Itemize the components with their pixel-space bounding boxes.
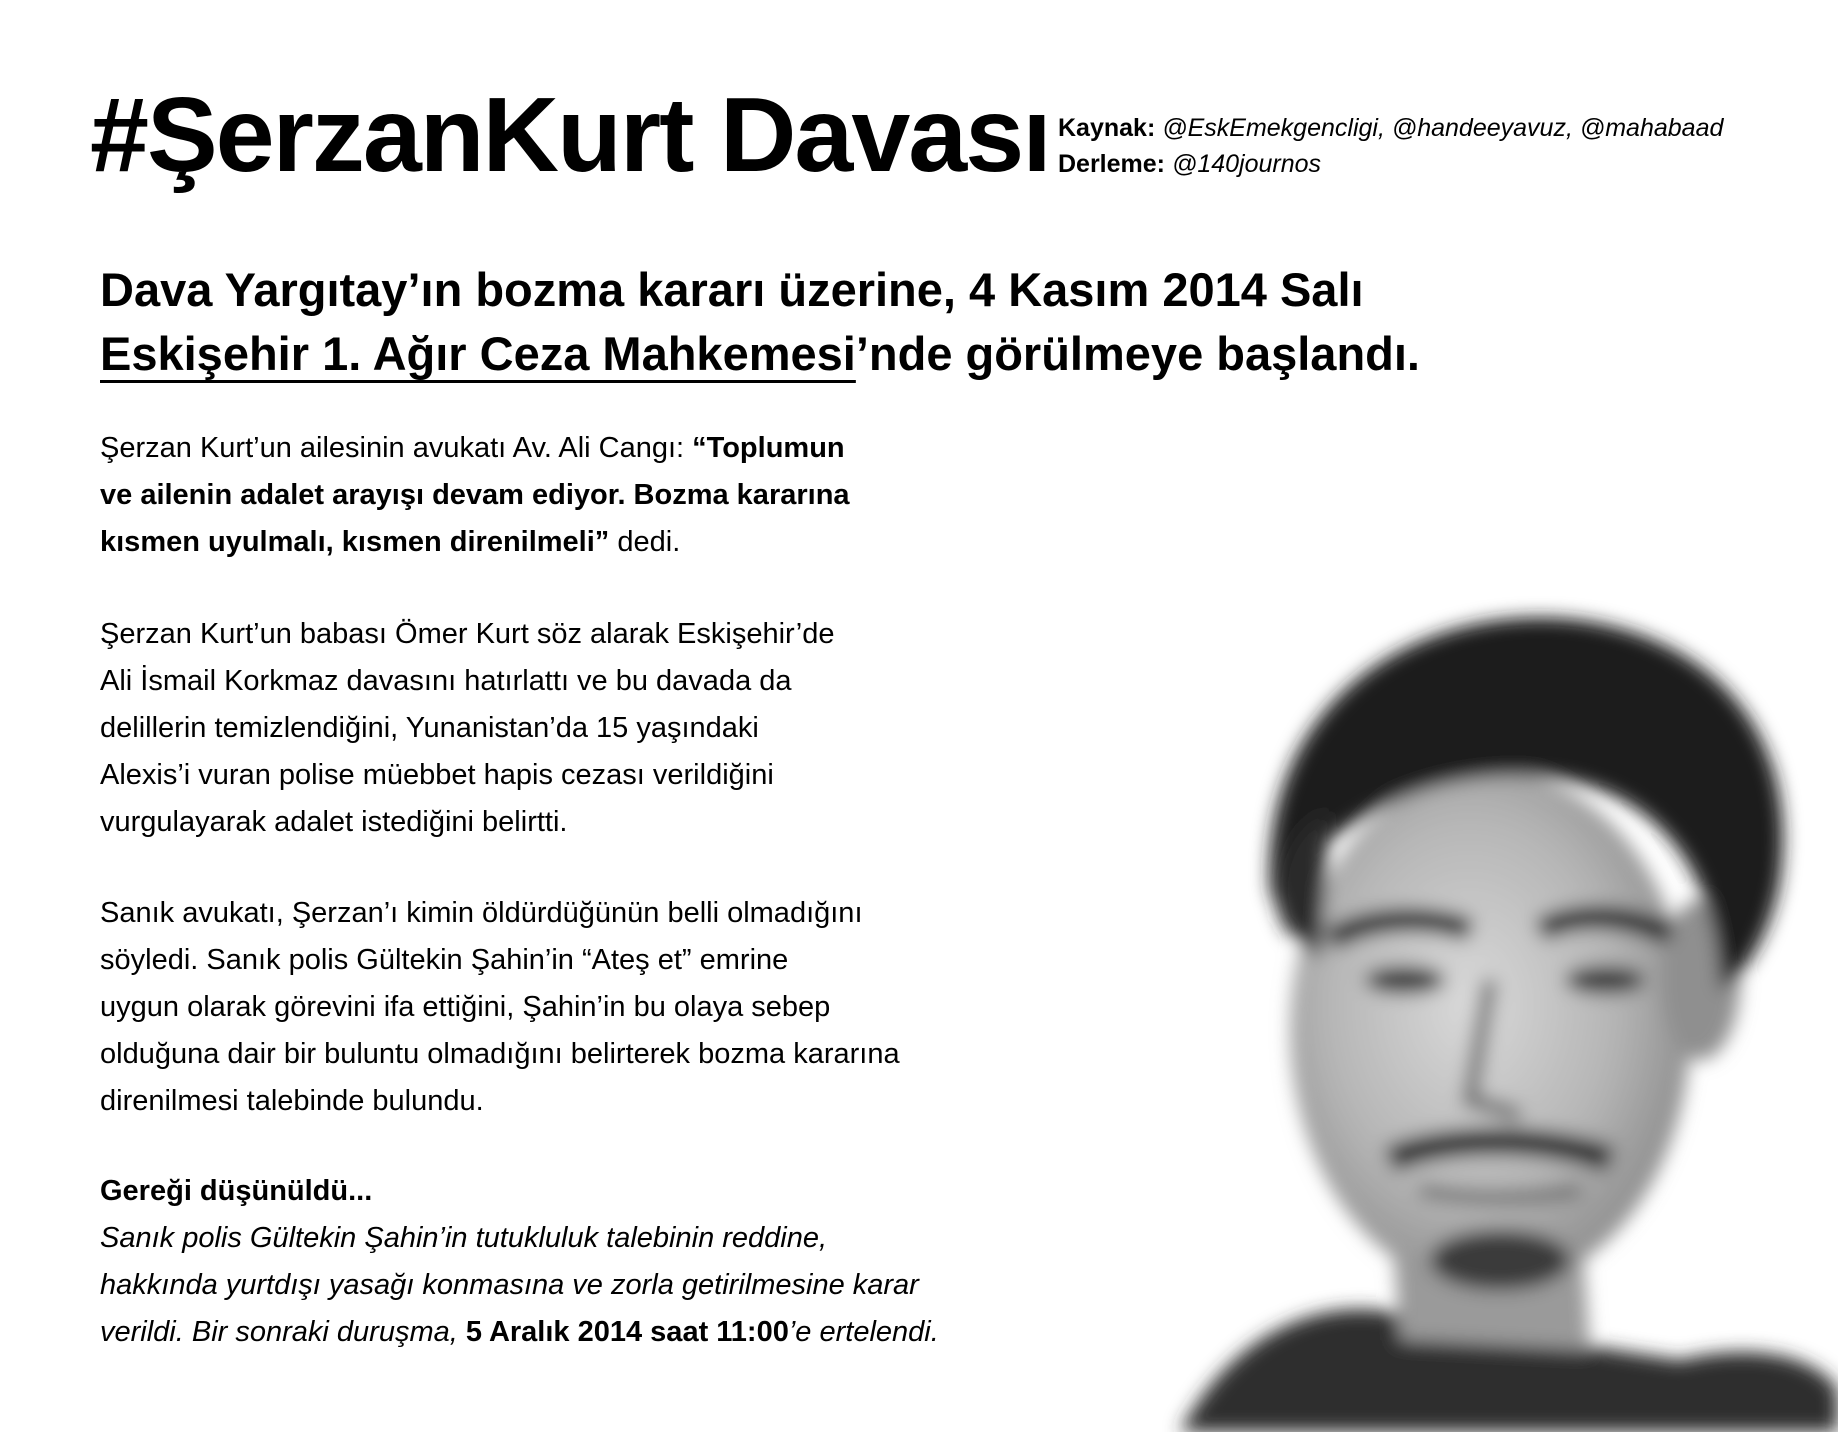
paragraph-line	[100, 425, 1040, 472]
paragraph-line: direnilmesi talebinde bulundu.	[100, 1085, 484, 1117]
source-credit	[1058, 110, 1723, 146]
quote-part-1: “Toplumun	[692, 432, 845, 464]
source-label: Kaynak:	[1058, 114, 1156, 142]
paragraph-line: Sanık avukatı, Şerzan’ı kimin öldürdüğünün belli olmadığını	[100, 897, 863, 929]
court-name: Eskişehir 1. Ağır Ceza Mahkemesi	[100, 327, 856, 380]
quote-part-2: ve ailenin adalet arayışı devam ediyor. Bozma kararına	[100, 479, 850, 511]
page-title: #ŞerzanKurt Davası	[90, 76, 1050, 194]
paragraph-line: vurgulayarak adalet istediğini belirtti.	[100, 806, 568, 838]
source-value: @EskEmekgencligi, @handeeyavuz, @mahabaad	[1162, 114, 1724, 142]
headline	[100, 258, 1420, 386]
verdict-paragraph	[100, 1168, 1040, 1356]
paragraph-line: Alexis’i vuran polise müebbet hapis cezası verildiğini	[100, 759, 774, 791]
verdict-line	[100, 1309, 1040, 1356]
quote-part-3: kısmen uyulmalı, kısmen direnilmeli”	[100, 526, 610, 558]
compiler-label: Derleme:	[1058, 150, 1165, 178]
lawyer-statement-paragraph	[100, 425, 1040, 566]
headline-line-1: Dava Yargıtay’ın bozma kararı üzerine, 4 Kasım 2014 Salı	[100, 263, 1364, 316]
paragraph-line: söyledi. Sanık polis Gültekin Şahin’in “Ateş et” emrine	[100, 944, 789, 976]
headline-line-2	[100, 322, 1420, 386]
verdict-line: hakkında yurtdışı yasağı konmasına ve zorla getirilmesine karar	[100, 1269, 919, 1301]
paragraph-line: olduğuna dair bir buluntu olmadığını belirterek bozma kararına	[100, 1038, 900, 1070]
paragraph-line: Şerzan Kurt’un babası Ömer Kurt söz alarak Eskişehir’de	[100, 618, 835, 650]
compiler-credit	[1058, 146, 1723, 182]
paragraph-line: delillerin temizlendiğini, Yunanistan’da 15 yaşındaki	[100, 712, 759, 744]
lawyer-intro: Şerzan Kurt’un ailesinin avukatı Av. Ali Cangı:	[100, 432, 693, 464]
father-statement-paragraph	[100, 611, 1040, 846]
credits	[1058, 110, 1723, 182]
verdict-heading: Gereği düşünüldü...	[100, 1175, 373, 1207]
verdict-line-3-end: ’e ertelendi.	[788, 1316, 939, 1348]
defense-statement-paragraph	[100, 890, 1040, 1125]
compiler-value: @140journos	[1171, 150, 1322, 178]
paragraph-line: Ali İsmail Korkmaz davasını hatırlattı ve bu davada da	[100, 665, 792, 697]
next-hearing-date: 5 Aralık 2014 saat 11:00	[465, 1316, 789, 1348]
verdict-line-3-start: verildi. Bir sonraki duruşma,	[100, 1316, 466, 1348]
paragraph-line: uygun olarak görevini ifa ettiğini, Şahin’in bu olaya sebep	[100, 991, 831, 1023]
headline-line-2-rest: ’nde görülmeye başlandı.	[855, 327, 1420, 380]
quote-attribution: dedi.	[609, 526, 681, 558]
verdict-line: Sanık polis Gültekin Şahin’in tutukluluk talebinin reddine,	[100, 1222, 828, 1254]
paragraph-line	[100, 519, 1040, 566]
blurred-portrait-photo	[1160, 560, 1838, 1432]
